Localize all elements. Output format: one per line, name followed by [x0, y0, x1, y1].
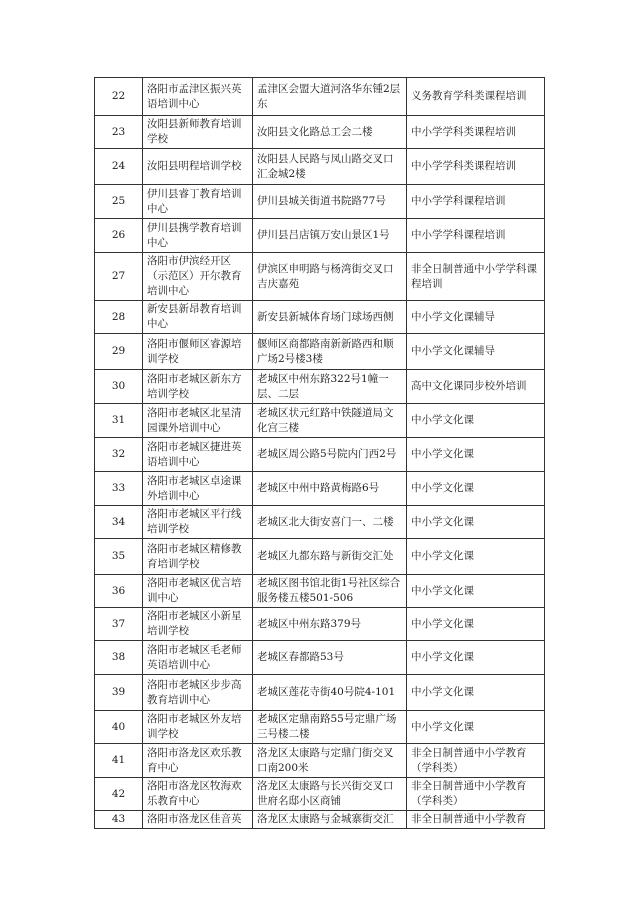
institution-name: 汝阳县新师教育培训学校 — [143, 116, 253, 149]
institution-name: 洛阳市偃师区睿源培训学校 — [143, 334, 253, 370]
table-row — [95, 506, 545, 539]
row-number: 39 — [95, 675, 143, 711]
training-scope: 非全日制普通中小学教育 — [407, 811, 545, 829]
institution-name: 洛阳市洛龙区牧海欢乐教育中心 — [143, 778, 253, 811]
row-number: 37 — [95, 608, 143, 641]
table-row — [95, 253, 545, 301]
institution-address: 偃师区商都路南新新路西和顺广场2号楼3楼 — [253, 334, 407, 370]
table-row — [95, 185, 545, 219]
institution-name: 洛阳市老城区卓途课外培训中心 — [143, 472, 253, 506]
institution-name: 伊川县睿丁教育培训中心 — [143, 185, 253, 219]
institution-name: 洛阳市老城区小新星培训学校 — [143, 608, 253, 641]
row-number: 36 — [95, 575, 143, 608]
institution-name: 洛阳市伊滨经开区（示范区）开尔教育培训中心 — [143, 253, 253, 301]
institution-name: 洛阳市老城区外友培训学校 — [143, 711, 253, 744]
institution-name: 洛阳市老城区平行线培训学校 — [143, 506, 253, 539]
training-scope: 非全日制普通中小学教育（学科类） — [407, 744, 545, 778]
table-row — [95, 539, 545, 575]
table-row — [95, 78, 545, 116]
row-number: 40 — [95, 711, 143, 744]
training-scope: 义务教育学科类课程培训 — [407, 78, 545, 116]
training-scope: 中小学文化课 — [407, 711, 545, 744]
training-scope: 中小学文化课 — [407, 675, 545, 711]
training-scope: 中小学学科类课程培训 — [407, 116, 545, 149]
row-number: 27 — [95, 253, 143, 301]
training-scope: 非全日制普通中小学学科课程培训 — [407, 253, 545, 301]
row-number: 42 — [95, 778, 143, 811]
table-row — [95, 149, 545, 185]
row-number: 26 — [95, 219, 143, 253]
row-number: 22 — [95, 78, 143, 116]
training-scope: 中小学文化课 — [407, 438, 545, 472]
training-scope: 中小学文化课 — [407, 472, 545, 506]
institution-address: 老城区周公路5号院内门西2号 — [253, 438, 407, 472]
training-scope: 中小学文化课 — [407, 404, 545, 438]
institution-name: 洛阳市孟津区振兴英语培训中心 — [143, 78, 253, 116]
training-institutions-table — [94, 77, 545, 829]
institution-name: 洛阳市洛龙区佳音英 — [143, 811, 253, 829]
table-row — [95, 641, 545, 675]
training-scope: 中小学文化课 — [407, 575, 545, 608]
institution-name: 洛阳市老城区精修教育培训学校 — [143, 539, 253, 575]
row-number: 38 — [95, 641, 143, 675]
table-row — [95, 744, 545, 778]
table-row — [95, 778, 545, 811]
row-number: 28 — [95, 301, 143, 334]
institution-address: 老城区春都路53号 — [253, 641, 407, 675]
table-row — [95, 370, 545, 404]
row-number: 31 — [95, 404, 143, 438]
institution-name: 洛阳市老城区新东方培训学校 — [143, 370, 253, 404]
institution-address: 老城区北大街安喜门一、二楼 — [253, 506, 407, 539]
training-scope: 中小学文化课辅导 — [407, 334, 545, 370]
training-scope: 中小学文化课辅导 — [407, 301, 545, 334]
institution-name: 汝阳县明程培训学校 — [143, 149, 253, 185]
institution-name: 洛阳市老城区北星清园课外培训中心 — [143, 404, 253, 438]
training-scope: 中小学学科课程培训 — [407, 219, 545, 253]
row-number: 24 — [95, 149, 143, 185]
row-number: 29 — [95, 334, 143, 370]
institution-address: 老城区莲花寺街40号院4-101 — [253, 675, 407, 711]
row-number: 33 — [95, 472, 143, 506]
row-number: 34 — [95, 506, 143, 539]
table-row — [95, 404, 545, 438]
table-row — [95, 334, 545, 370]
institution-address: 孟津区会盟大道河洛华东锺2层东 — [253, 78, 407, 116]
training-scope: 中小学文化课 — [407, 506, 545, 539]
table-row — [95, 301, 545, 334]
table-row — [95, 219, 545, 253]
training-scope: 中小学学科课程培训 — [407, 185, 545, 219]
table-row — [95, 811, 545, 829]
institution-name: 洛阳市老城区毛老师英语培训中心 — [143, 641, 253, 675]
table-row — [95, 438, 545, 472]
institution-address: 汝阳县人民路与凤山路交叉口汇金城2楼 — [253, 149, 407, 185]
institution-address: 伊川县吕店镇万安山景区1号 — [253, 219, 407, 253]
institution-address: 老城区中州中路黄梅路6号 — [253, 472, 407, 506]
institution-address: 伊川县城关街道书院路77号 — [253, 185, 407, 219]
institution-address: 新安县新城体育场门球场西侧 — [253, 301, 407, 334]
row-number: 30 — [95, 370, 143, 404]
row-number: 43 — [95, 811, 143, 829]
training-scope: 中小学文化课 — [407, 539, 545, 575]
row-number: 32 — [95, 438, 143, 472]
row-number: 25 — [95, 185, 143, 219]
row-number: 41 — [95, 744, 143, 778]
institution-name: 新安县新昂教育培训中心 — [143, 301, 253, 334]
training-scope: 中小学文化课 — [407, 608, 545, 641]
institution-address: 老城区图书馆北街1号社区综合服务楼五楼501-506 — [253, 575, 407, 608]
institution-name: 洛阳市老城区优言培训中心 — [143, 575, 253, 608]
institution-address: 老城区中州东路322号1幢一层、二层 — [253, 370, 407, 404]
institution-address: 洛龙区太康路与长兴街交叉口世府名邸小区商铺 — [253, 778, 407, 811]
table-row — [95, 116, 545, 149]
institution-name: 洛阳市老城区捷进英语培训中心 — [143, 438, 253, 472]
institution-address: 洛龙区太康路与定鼎门街交叉口南200米 — [253, 744, 407, 778]
table-row — [95, 711, 545, 744]
table-row — [95, 575, 545, 608]
institution-name: 洛阳市洛龙区欢乐教育中心 — [143, 744, 253, 778]
institution-address: 老城区九都东路与新街交汇处 — [253, 539, 407, 575]
training-scope: 中小学文化课 — [407, 641, 545, 675]
table-body — [95, 78, 545, 829]
table-row — [95, 472, 545, 506]
row-number: 35 — [95, 539, 143, 575]
training-scope: 中小学学科类课程培训 — [407, 149, 545, 185]
institution-name: 洛阳市老城区步步高教育培训中心 — [143, 675, 253, 711]
institution-address: 老城区定鼎南路55号定鼎广场三号楼二楼 — [253, 711, 407, 744]
training-scope: 非全日制普通中小学教育（学科类） — [407, 778, 545, 811]
table-row — [95, 675, 545, 711]
row-number: 23 — [95, 116, 143, 149]
institution-address: 洛龙区太康路与金城寨街交汇 — [253, 811, 407, 829]
table-row — [95, 608, 545, 641]
institution-address: 老城区状元红路中铁隧道局文化宫三楼 — [253, 404, 407, 438]
institution-address: 汝阳县文化路总工会二楼 — [253, 116, 407, 149]
institution-address: 伊滨区申明路与杨湾街交叉口吉庆嘉苑 — [253, 253, 407, 301]
institution-name: 伊川县携学教育培训中心 — [143, 219, 253, 253]
training-scope: 高中文化课同步校外培训 — [407, 370, 545, 404]
institution-address: 老城区中州东路379号 — [253, 608, 407, 641]
